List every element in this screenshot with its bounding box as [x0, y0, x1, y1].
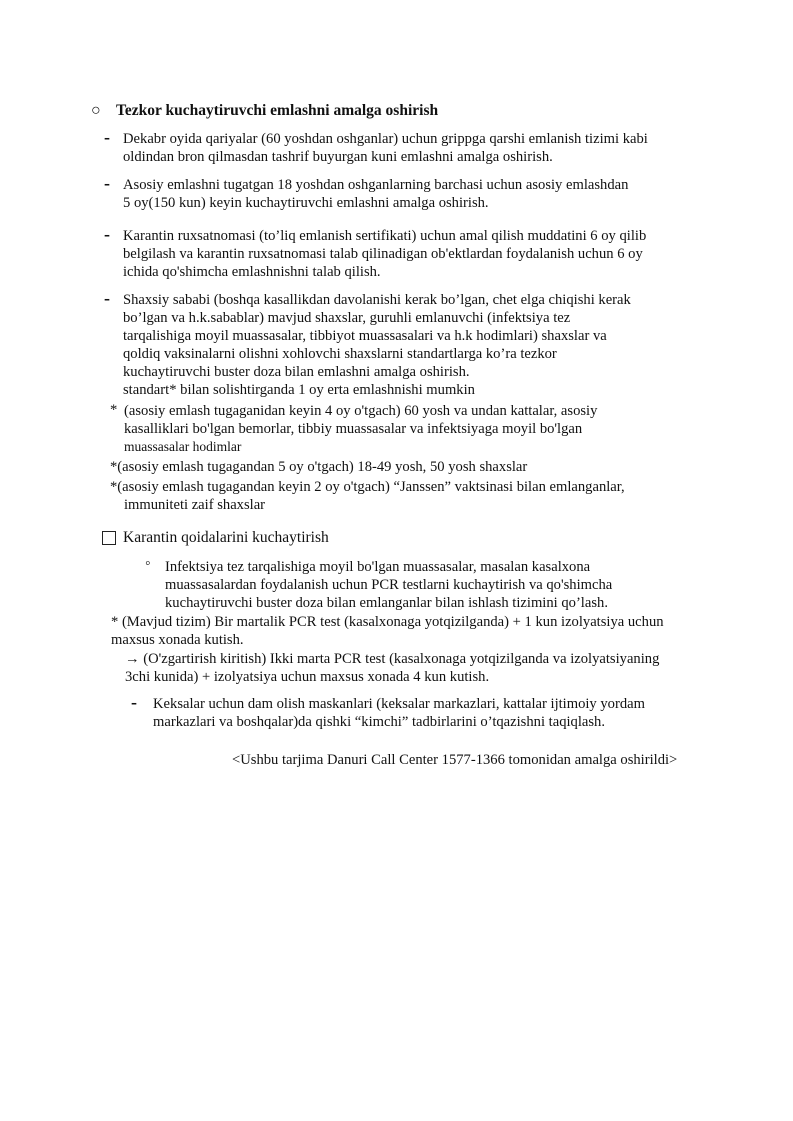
- item-line: kuchaytiruvchi buster doza bilan emlashni amalga oshirish.: [123, 364, 470, 380]
- dash-bullet: -: [104, 288, 110, 308]
- dash-bullet: -: [131, 692, 137, 712]
- item-line: ichida qo'shimcha emlashnishni talab qilish.: [123, 264, 381, 280]
- item-line: belgilash va karantin ruxsatnomasi talab qilinadigan ob'ektlardan foydalanish uchun 6 oy: [123, 246, 643, 262]
- checkbox-square-icon: [102, 531, 116, 545]
- translation-credit: <Ushbu tarjima Danuri Call Center 1577-1366 tomonidan amalga oshirildi>: [232, 752, 678, 768]
- dash-bullet: -: [104, 224, 110, 244]
- item-line: 5 oy(150 kun) keyin kuchaytiruvchi emlashni amalga oshirish.: [123, 195, 489, 211]
- note-line: *(asosiy emlash tugagandan keyin 2 oy o'tgach) “Janssen” vaktsinasi bilan emlanganlar,: [110, 479, 625, 495]
- item-line: muassasalardan foydalanish uchun PCR testlarni kuchaytirish va qo'shimcha: [165, 577, 613, 593]
- item-line: markazlari va boshqalar)da qishki “kimchi” tadbirlarini o’tqazishni taqiqlash.: [153, 714, 605, 730]
- item-line: bo’lgan va h.k.sabablar) mavjud shaxslar, guruhli emlanuvchi (infektsiya tez: [123, 310, 571, 326]
- section-heading-booster: Tezkor kuchaytiruvchi emlashni amalga oshirish: [116, 102, 439, 119]
- item-line: Keksalar uchun dam olish maskanlari (keksalar markazlari, kattalar ijtimoiy yordam: [153, 696, 645, 712]
- note-line: muassasalar hodimlar: [124, 439, 242, 454]
- circle-small-bullet-icon: ◦: [145, 555, 151, 572]
- note-line: kasalliklari bo'lgan bemorlar, tibbiy muassasalar va infektsiyaga moyil bo'lgan: [124, 421, 583, 437]
- asterisk-marker: *: [110, 402, 118, 418]
- change-line: → (O'zgartirish kiritish) Ikki marta PCR test (kasalxonaga yotqizilganda va izolyatsiyaning: [125, 651, 660, 667]
- item-line: kuchaytiruvchi buster doza bilan emlanganlar bilan ishlash tizimini qo’lash.: [165, 595, 608, 611]
- item-line: tarqalishiga moyil muassasalar, tibbiyot muassasalari va h.k hodimlari) shaxslar va: [123, 328, 607, 344]
- circle-bullet-icon: ○: [91, 102, 101, 119]
- dash-bullet: -: [104, 173, 110, 193]
- dash-bullet: -: [104, 127, 110, 147]
- existing-system-line: maxsus xonada kutish.: [111, 632, 244, 648]
- item-line: standart* bilan solishtirganda 1 oy erta emlashnishi mumkin: [123, 382, 475, 398]
- item-line: Asosiy emlashni tugatgan 18 yoshdan oshganlarning barchasi uchun asosiy emlashdan: [123, 177, 629, 193]
- item-line: Karantin ruxsatnomasi (to’liq emlanish sertifikati) uchun amal qilish muddatini 6 oy qilib: [123, 228, 647, 244]
- section-heading-quarantine: Karantin qoidalarini kuchaytirish: [123, 529, 329, 546]
- item-line: qoldiq vaksinalarni olishni xohlovchi shaxslarni standartlarga ko’ra tezkor: [123, 346, 557, 362]
- item-line: Infektsiya tez tarqalishiga moyil bo'lgan muassasalar, masalan kasalxona: [165, 559, 591, 575]
- note-line: immuniteti zaif shaxslar: [124, 497, 266, 513]
- note-line: (asosiy emlash tugaganidan keyin 4 oy o'tgach) 60 yosh va undan kattalar, asosiy: [124, 403, 598, 419]
- item-line: Shaxsiy sababi (boshqa kasallikdan davolanishi kerak bo’lgan, chet elga chiqishi kerak: [123, 292, 631, 308]
- note-line: *(asosiy emlash tugagandan 5 oy o'tgach) 18-49 yosh, 50 yosh shaxslar: [110, 459, 528, 475]
- change-line: 3chi kunida) + izolyatsiya uchun maxsus xonada 4 kun kutish.: [125, 669, 490, 685]
- existing-system-line: * (Mavjud tizim) Bir martalik PCR test (kasalxonaga yotqizilganda) + 1 kun izolyatsiya uchun: [111, 614, 664, 630]
- item-line: oldindan bron qilmasdan tashrif buyurgan kuni emlashni amalga oshirish.: [123, 149, 553, 165]
- item-line: Dekabr oyida qariyalar (60 yoshdan oshganlar) uchun grippga qarshi emlanish tizimi kabi: [123, 131, 648, 147]
